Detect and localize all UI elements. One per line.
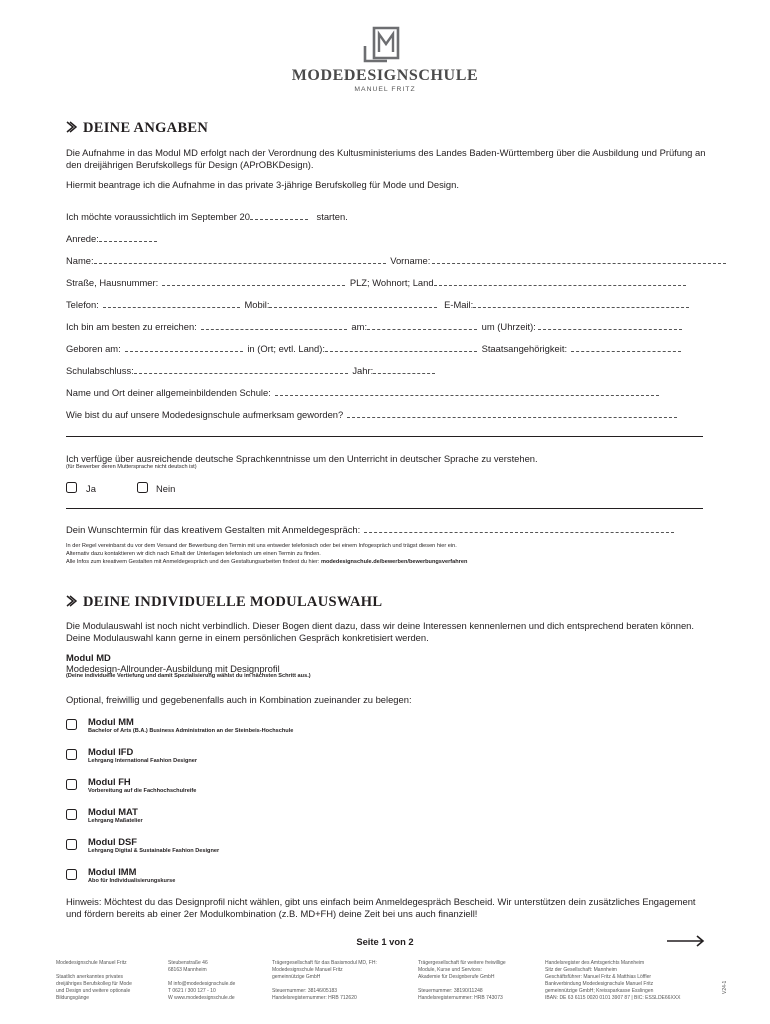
module-description: Vorbereitung auf die Fachhochschulreife — [88, 788, 197, 794]
module-checkbox[interactable] — [66, 839, 77, 850]
section-title-text: DEINE ANGABEN — [83, 120, 209, 136]
footer-line: Staatlich anerkanntes privates — [56, 974, 123, 980]
optional-text: Optional, freiwillig und gegebenenfalls auch in Kombination zueinander zu belegen: — [66, 694, 412, 705]
footer-line: Handelsregisternummer: HRB 712620 — [272, 995, 357, 1001]
footer-line: Bildungsgänge — [56, 995, 90, 1001]
aufmerksam-field[interactable] — [347, 417, 677, 418]
name-field[interactable] — [94, 263, 386, 264]
note-info-text: Alle Infos zum kreativem Gestalten mit Anmeldegespräch und den Gestaltungsarbeiten findest du hier: — [66, 559, 320, 565]
strasse-label: Straße, Hausnummer: — [66, 277, 159, 288]
divider — [66, 508, 703, 509]
module-item — [88, 836, 219, 854]
nein-label: Nein — [156, 483, 176, 494]
page-number: Seite 1 von 2 — [356, 936, 414, 947]
section-title-angaben — [66, 120, 208, 137]
schulabschluss-field[interactable] — [134, 373, 348, 374]
sprache-note: (für Bewerber deren Muttersprache nicht deutsch ist) — [66, 464, 197, 470]
logo — [358, 24, 410, 64]
module-name: Modul IMM — [88, 866, 137, 877]
wunschtermin-row — [66, 524, 674, 535]
module-checkbox[interactable] — [66, 779, 77, 790]
schule-field[interactable] — [275, 395, 659, 396]
module-description: Bachelor of Arts (B.A.) Business Administration an der Steinbeis-Hochschule — [88, 728, 294, 734]
module-item — [88, 806, 143, 824]
footer-line: dreijähriges Berufskolleg für Mode — [56, 981, 132, 987]
erreichbar-field[interactable] — [201, 329, 347, 330]
start-year-row — [66, 211, 348, 222]
strasse-field[interactable] — [162, 285, 345, 286]
email-field[interactable] — [473, 307, 689, 308]
modul-intro: Die Modulauswahl ist noch nicht verbindlich. Dieser Bogen dient dazu, dass wir deine Interessen kennenlernen und dich entsprechend beraten können. Deine Modulauswahl kann gerne in einem persönlichen Gespräch konkretisiert werden. — [66, 620, 694, 643]
contact-row — [66, 299, 689, 310]
module-description: Lehrgang Digital & Sustainable Fashion Designer — [88, 848, 220, 854]
brand-subtitle: MANUEL FRITZ — [354, 86, 416, 93]
vorname-label: Vorname: — [390, 255, 431, 266]
footer-line: Modedesignschule Manuel Fritz — [272, 967, 343, 973]
mobil-field[interactable] — [269, 307, 437, 308]
footer-line — [272, 981, 377, 988]
module-description: Abo für Individualisierungskurse — [88, 878, 176, 884]
note-info — [66, 559, 467, 566]
start-year-label: Ich möchte voraussichtlich im September 20 — [66, 211, 250, 222]
footer-line: Modedesignschule Manuel Fritz — [56, 960, 127, 966]
module-item — [88, 866, 175, 884]
divider — [66, 436, 703, 437]
anrede-label: Anrede: — [66, 233, 99, 244]
footer-col-school — [56, 960, 132, 1002]
footer-line: Trägergesellschaft für das Basismodul MD, FH: — [272, 960, 377, 966]
module-name: Modul IFD — [88, 746, 134, 757]
footer-line: Trägergesellschaft für weitere freiwillige — [418, 960, 506, 966]
module-checkbox[interactable] — [66, 869, 77, 880]
email-label: E-Mail: — [444, 299, 474, 310]
schule-label: Name und Ort deiner allgemeinbildenden Schule: — [66, 387, 271, 398]
footer-col-traeger-md — [272, 960, 377, 1002]
module-description: Lehrgang International Fashion Designer — [88, 758, 198, 764]
anrede-field[interactable] — [99, 241, 157, 242]
anrede-row — [66, 233, 157, 244]
erreichbar-label: Ich bin am besten zu erreichen: — [66, 321, 197, 332]
name-label: Name: — [66, 255, 94, 266]
hinweis-text: Hinweis: Möchtest du das Designprofil nicht wählen, gibt uns einfach beim Anmeldegespräch Bescheid. Wir unterstützen dein zusätzliches Engagement und fördern bereits ab einer 2er Modulkombination (z.B. MD+FH) deine Zeit bei uns auch finanziell! — [66, 896, 696, 919]
address-row — [66, 277, 686, 288]
footer-line — [418, 981, 506, 988]
application-text: Hiermit beantrage ich die Aufnahme in das private 3-jährige Berufskolleg für Mode und Design. — [66, 179, 459, 190]
footer-line: gemeinnützige GmbH; Kreissparkasse Esslingen — [545, 988, 654, 994]
module-checkbox[interactable] — [66, 809, 77, 820]
footer-line: IBAN: DE 63 6115 0020 0101 3907 87 | BIC: ESSLDE66XXX — [545, 995, 681, 1001]
footer-line: und Design und weitere optionale — [56, 988, 131, 994]
ja-label: Ja — [86, 483, 96, 494]
start-year-suffix: starten. — [316, 211, 348, 222]
module-name: Modul MAT — [88, 806, 138, 817]
chevron-right-icon — [66, 595, 77, 607]
am-label: am: — [351, 321, 368, 332]
plz-label: PLZ; Wohnort; Land — [349, 277, 434, 288]
note-termin: In der Regel vereinbarst du vor dem Versand der Bewerbung den Termin mit uns entweder telefonisch oder bei einem Infogespräch und trägst diesen hier ein. — [66, 543, 457, 549]
mobil-label: Mobil: — [244, 299, 270, 310]
jahr-label: Jahr: — [352, 365, 374, 376]
footer-line — [56, 967, 132, 974]
jahr-field[interactable] — [373, 373, 435, 374]
uhrzeit-label: um (Uhrzeit): — [481, 321, 536, 332]
footer-line: T 0621 / 300 127 - 10 — [168, 988, 216, 994]
telefon-label: Telefon: — [66, 299, 99, 310]
note-contact: Alternativ dazu kontaktieren wir dich nach Erhalt der Unterlagen telefonisch um einen Termin zu finden. — [66, 551, 321, 557]
sprache-text: Ich verfüge über ausreichende deutsche Sprachkenntnisse um den Unterricht in deutscher Sprache zu verstehen. — [66, 453, 538, 464]
birth-row — [66, 343, 681, 354]
telefon-field[interactable] — [103, 307, 240, 308]
staatsangehoerigkeit-field[interactable] — [571, 351, 681, 352]
schulabschluss-row — [66, 365, 435, 376]
nein-checkbox[interactable] — [137, 482, 148, 493]
module-checkbox[interactable] — [66, 719, 77, 730]
schule-row — [66, 387, 659, 398]
name-row — [66, 255, 726, 266]
footer-line: 68163 Mannheim — [168, 967, 207, 973]
footer-line: Akademie für Designberufe GmbH — [418, 974, 495, 980]
footer-line: gemeinnützige GmbH — [272, 974, 321, 980]
footer-col-register — [545, 960, 680, 1002]
wunschtermin-label: Dein Wunschtermin für das kreativem Gestalten mit Anmeldegespräch: — [66, 524, 361, 535]
modul-md-note: (Deine individuelle Vertiefung und damit Spezialisierung wählst du im nächsten Schritt aus.) — [66, 673, 311, 679]
footer-line: Module, Kurse und Services: — [418, 967, 482, 973]
aufmerksam-row — [66, 409, 677, 420]
footer-line: Handelsregisternummer: HRB 743073 — [418, 995, 503, 1001]
module-description: Lehrgang Maßatelier — [88, 818, 143, 824]
modul-md-subtitle: Modedesign-Allrounder-Ausbildung mit Designprofil — [66, 663, 280, 674]
reach-row — [66, 321, 682, 332]
module-item — [88, 716, 293, 734]
footer-line: Steuernummer: 38190/11248 — [418, 988, 483, 994]
footer-line: Bankverbindung Modedesignschule Manuel Fritz — [545, 981, 654, 987]
section-title-modulauswahl — [66, 594, 382, 611]
logo-mark-icon — [358, 24, 410, 64]
module-name: Modul DSF — [88, 836, 137, 847]
staatsangehoerigkeit-label: Staatsangehörigkeit: — [481, 343, 568, 354]
brand-name: MODEDESIGNSCHULE — [291, 67, 479, 84]
section-title-text: DEINE INDIVIDUELLE MODULAUSWAHL — [83, 594, 383, 610]
footer-col-traeger-akademie — [418, 960, 506, 1002]
module-name: Modul MM — [88, 716, 134, 727]
module-item — [88, 746, 197, 764]
footer-line: M info@modedesignschule.de — [168, 981, 236, 987]
module-item — [88, 776, 196, 794]
ja-checkbox[interactable] — [66, 482, 77, 493]
arrow-right-icon — [666, 935, 706, 947]
chevron-right-icon — [66, 121, 77, 133]
vorname-field[interactable] — [432, 263, 726, 264]
footer-line: Handelsregister des Amtsgerichts Mannheim — [545, 960, 645, 966]
ort-label: in (Ort; evtl. Land): — [247, 343, 325, 354]
intro-text: Die Aufnahme in das Modul MD erfolgt nach der Verordnung des Kultusministeriums des Landes Baden-Württemberg über die Ausbildung und Prüfung an den dreijährigen Berufskollegs für Design (APrOBKDesign). — [66, 147, 706, 170]
footer-line: Geschäftsführer: Manuel Fritz & Matthias Löffler — [545, 974, 652, 980]
version-label: V24-1 — [722, 980, 728, 994]
geboren-label: Geboren am: — [66, 343, 121, 354]
module-name: Modul FH — [88, 776, 131, 787]
geboren-field[interactable] — [125, 351, 243, 352]
footer-line: Steuernummer: 38146/05183 — [272, 988, 338, 994]
ort-field[interactable] — [325, 351, 477, 352]
am-field[interactable] — [367, 329, 477, 330]
modul-md-title: Modul MD — [66, 652, 111, 663]
footer-line: Sitz der Gesellschaft: Mannheim — [545, 967, 617, 973]
bewerbung-link[interactable]: modedesignschule.de/bewerben/bewerbungsverfahren — [320, 559, 468, 565]
next-page-arrow[interactable] — [666, 934, 706, 946]
footer-line: W www.modedesignschule.de — [168, 995, 235, 1001]
start-year-field[interactable] — [250, 219, 308, 220]
footer-col-address — [168, 960, 235, 1002]
footer-line — [168, 974, 235, 981]
wunschtermin-field[interactable] — [364, 532, 674, 533]
schulabschluss-label: Schulabschluss: — [66, 365, 134, 376]
footer-line: Steubenstraße 46 — [168, 960, 208, 966]
uhrzeit-field[interactable] — [538, 329, 682, 330]
module-checkbox[interactable] — [66, 749, 77, 760]
aufmerksam-label: Wie bist du auf unsere Modedesignschule aufmerksam geworden? — [66, 409, 344, 420]
plz-field[interactable] — [434, 285, 686, 286]
